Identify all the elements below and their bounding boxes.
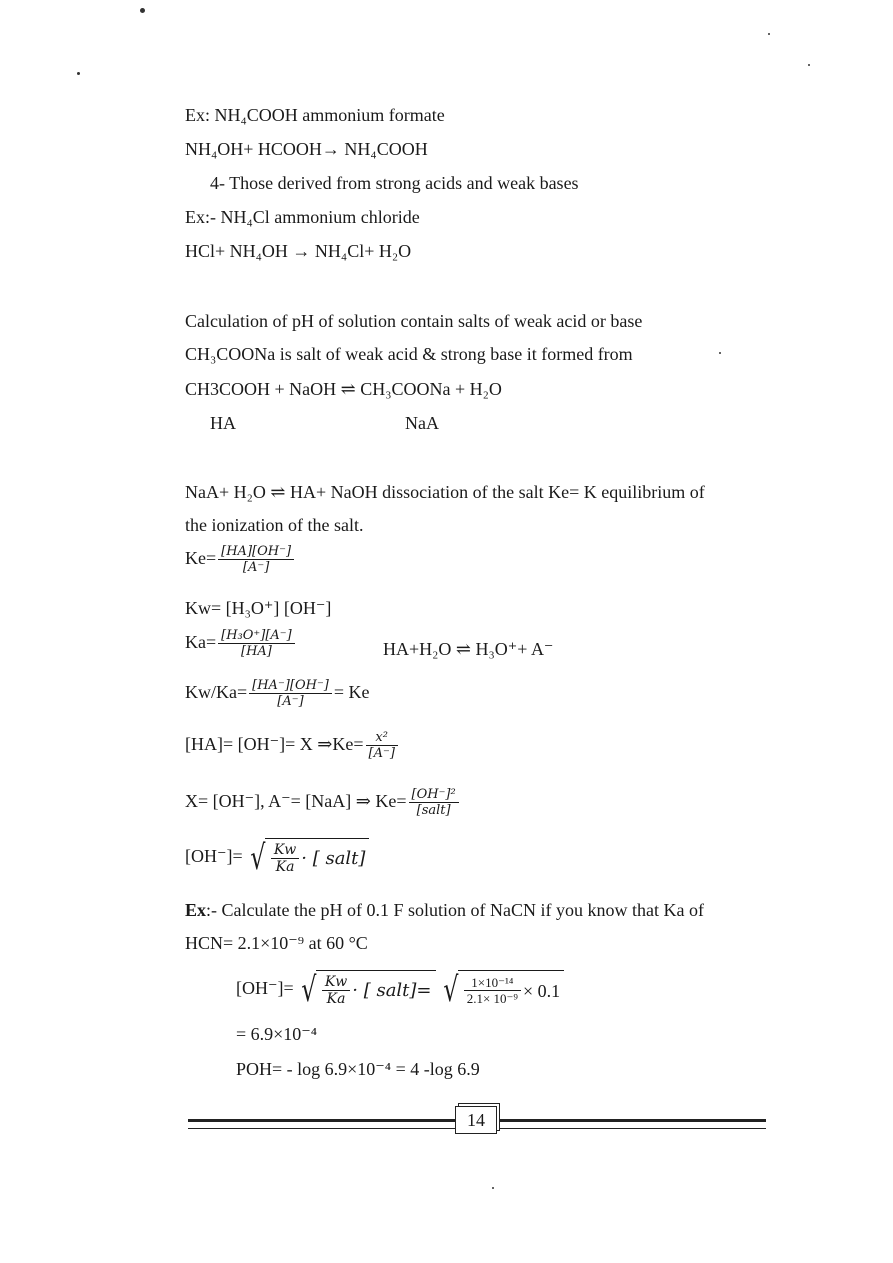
footer-rule-right	[496, 1119, 766, 1129]
ka-numerator: [H₃O⁺][A⁻]	[218, 628, 295, 644]
kwka-lhs: Kw/Ka=	[185, 682, 248, 703]
scan-speck	[719, 352, 721, 354]
oh-denominator: Ka	[275, 858, 295, 875]
footer-rule-left	[188, 1119, 456, 1129]
ka-denominator: [HA]	[241, 644, 272, 659]
text-line: CH₃COONa is salt of weak acid & strong base it formed from	[185, 344, 633, 364]
x-denominator: [A⁻]	[368, 746, 395, 761]
text-line: NH₄OH+ HCOOH→ NH₄COOH	[185, 139, 428, 159]
x-numerator: x²	[366, 730, 398, 746]
scan-speck	[492, 1187, 494, 1189]
sqrt-symbol: √ $\frac{Kw}{Ka}$ · [ salt]	[247, 838, 369, 878]
kwka-numerator: [HA⁻][OH⁻]	[249, 678, 332, 694]
scan-speck	[140, 8, 145, 13]
x-equation	[185, 730, 400, 762]
kw-equation: Kw= [H₃O⁺] [OH⁻]	[185, 598, 332, 618]
text-line: the ionization of the salt.	[185, 515, 364, 535]
calc-numerator: Kw	[322, 975, 350, 991]
calc-tail: × 0.1	[522, 980, 561, 1001]
text-line: CH3COOH + NaOH ⇌ CH₃COONa + H₂O	[185, 379, 502, 399]
ka-equation	[185, 628, 297, 660]
text-line: HA	[210, 413, 236, 433]
x2-equation	[185, 787, 461, 819]
text-line: NaA+ H₂O ⇌ HA+ NaOH dissociation of the salt Ke= K equilibrium of	[185, 482, 705, 502]
scan-speck	[768, 33, 770, 35]
example-text: :- Calculate the pH of 0.1 F solution of NaCN if you know that Ka of	[206, 900, 704, 920]
calc-lhs: [OH⁻]=	[236, 978, 294, 999]
text-line: NaA	[405, 413, 439, 433]
text-line: Ex: NH₄COOH ammonium formate	[185, 105, 445, 125]
calc-numerator-2: 1×10⁻¹⁴	[464, 975, 521, 991]
text-line: 4- Those derived from strong acids and weak bases	[210, 173, 579, 193]
oh-equation	[185, 838, 369, 878]
kwka-denominator: [A⁻]	[277, 694, 304, 709]
oh-salt: · [ salt]	[301, 847, 366, 869]
text-line: Ex:- NH₄Cl ammonium chloride	[185, 207, 420, 227]
page-number: 14	[455, 1106, 497, 1134]
example-label: Ex	[185, 900, 207, 920]
ka-reaction: HA+H₂O ⇌ H₃O⁺+ A⁻	[383, 639, 554, 659]
ke-equation	[185, 544, 296, 576]
x-lhs: [HA]= [OH⁻]= X ⇒Ke=	[185, 734, 364, 755]
calc-denominator: Ka	[326, 990, 346, 1007]
ke-lhs: Ke=	[185, 548, 217, 569]
calc-salt: · [ salt]=	[352, 979, 432, 1001]
example-line	[185, 899, 704, 921]
text-line: Calculation of pH of solution contain salts of weak acid or base	[185, 311, 643, 331]
text-line: HCl+ NH₄OH → NH₄Cl+ H₂O	[185, 241, 412, 261]
result-line: = 6.9×10⁻⁴	[236, 1024, 318, 1044]
ka-lhs: Ka=	[185, 632, 217, 653]
scan-speck	[808, 64, 810, 66]
kwka-equation	[185, 678, 370, 710]
ke-numerator: [HA][OH⁻]	[218, 544, 294, 560]
sqrt-symbol: √ $\frac{\text{1×10⁻¹⁴}}{\text{2.1× 10⁻⁹}}$ × 0.1	[440, 970, 564, 1010]
poh-line: POH= - log 6.9×10⁻⁴ = 4 -log 6.9	[236, 1059, 480, 1079]
calc-denominator-2: 2.1× 10⁻⁹	[466, 990, 518, 1006]
oh-lhs: [OH⁻]=	[185, 846, 243, 867]
example-line-2: HCN= 2.1×10⁻⁹ at 60 °C	[185, 933, 368, 953]
ke-denominator: [A⁻]	[242, 560, 270, 575]
x2-denominator: [salt]	[416, 803, 451, 818]
scan-speck	[77, 72, 80, 75]
calc-equation	[236, 970, 564, 1010]
oh-numerator: Kw	[271, 843, 299, 859]
kwka-rhs: = Ke	[333, 682, 370, 703]
x2-lhs: X= [OH⁻], A⁻= [NaA] ⇒ Ke=	[185, 791, 407, 812]
sqrt-symbol: √ $\frac{Kw}{Ka}$ · [ salt]=	[298, 970, 435, 1010]
x2-numerator: [OH⁻]²	[409, 787, 459, 803]
